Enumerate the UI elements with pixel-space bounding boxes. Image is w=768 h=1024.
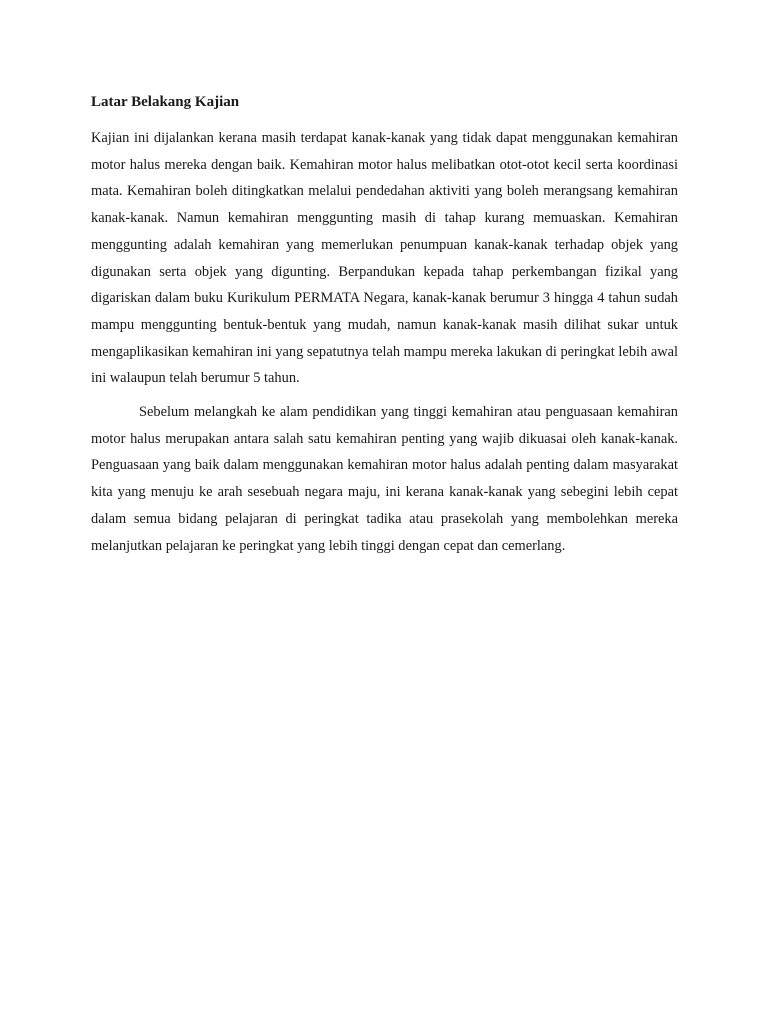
paragraph-1: Kajian ini dijalankan kerana masih terdapat kanak-kanak yang tidak dapat menggunakan kemahiran motor halus mereka dengan baik. Kemahiran motor halus melibatkan otot-otot kecil serta koordinasi mata. Kemahiran boleh ditingkatkan melalui pendedahan aktiviti yang boleh merangsang kemahiran kanak-kanak. Namun kemahiran menggunting masih di tahap kurang memuaskan. Kemahiran menggunting adalah kemahiran yang memerlukan penumpuan kanak-kanak terhadap objek yang digunakan serta objek yang digunting. Berpandukan kepada tahap perkembangan fizikal yang digariskan dalam buku Kurikulum PERMATA Negara, kanak-kanak berumur 3 hingga 4 tahun sudah mampu menggunting bentuk-bentuk yang mudah, namun kanak-kanak masih dilihat sukar untuk mengaplikasikan kemahiran ini yang sepatutnya telah mampu mereka lakukan di peringkat lebih awal ini walaupun telah berumur 5 tahun. [91, 130, 678, 387]
section-heading: Latar Belakang Kajian [91, 94, 240, 110]
paragraph-2: Sebelum melangkah ke alam pendidikan yang tinggi kemahiran atau penguasaan kemahiran motor halus merupakan antara salah satu kemahiran penting yang wajib dikuasai oleh kanak-kanak. Penguasaan yang baik dalam menggunakan kemahiran motor halus adalah penting dalam masyarakat kita yang menuju ke arah sesebuah negara maju, ini kerana kanak-kanak yang sebegini lebih cepat dalam semua bidang pelajaran di peringkat tadika atau prasekolah yang membolehkan mereka melanjutkan pelajaran ke peringkat yang lebih tinggi dengan cepat dan cemerlang. [91, 404, 678, 554]
document-body [91, 90, 678, 559]
